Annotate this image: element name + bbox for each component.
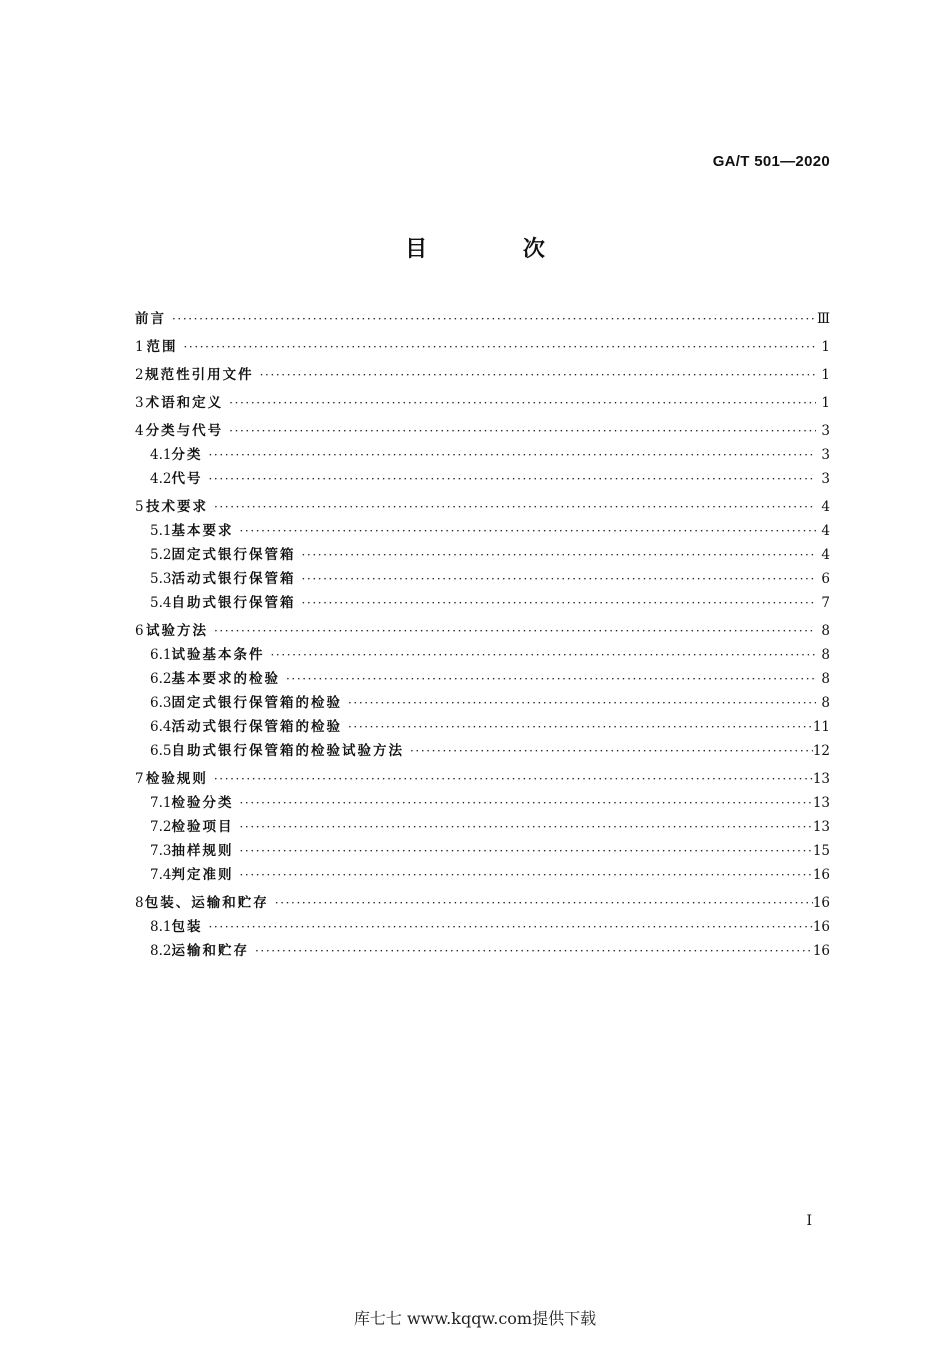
toc-entry[interactable] [135, 691, 830, 715]
toc-entry-title: 活动式银行保管箱 [171, 571, 296, 587]
toc-entry-title: 判定准则 [171, 867, 234, 883]
toc-dot-leader [239, 863, 812, 887]
toc-dot-leader [301, 567, 816, 591]
toc-entry[interactable] [135, 543, 830, 567]
toc-dot-leader [214, 495, 816, 519]
toc-entry-number: 8 [135, 895, 144, 911]
toc-entry-number: 4 [135, 423, 144, 439]
toc-entry-page: 1 [821, 395, 830, 411]
toc-dot-leader [286, 667, 816, 691]
toc-dot-leader [348, 715, 813, 739]
toc-entry-title: 规范性引用文件 [145, 367, 254, 383]
toc-entry-page: 8 [821, 695, 830, 711]
toc-entry-page: 3 [821, 471, 830, 487]
toc-entry-page: 4 [821, 523, 830, 539]
toc-entry-number: 5.4 [150, 595, 172, 611]
toc-entry-number: 6.5 [150, 743, 172, 759]
toc-entry-page: 6 [821, 571, 830, 587]
toc-entry-title: 代号 [171, 471, 203, 487]
toc-entry-title: 分类与代号 [145, 423, 224, 439]
toc-entry-title: 分类 [171, 447, 203, 463]
toc-entry-number: 5.3 [150, 571, 172, 587]
toc-entry-page: 13 [812, 819, 830, 835]
toc-entry-page: 12 [812, 743, 830, 759]
toc-entry[interactable] [135, 767, 830, 791]
toc-entry[interactable] [135, 815, 830, 839]
toc-entry-number: 7.3 [150, 843, 172, 859]
toc-dot-leader [239, 839, 812, 863]
toc-entry[interactable] [135, 619, 830, 643]
toc-entry-title: 固定式银行保管箱 [171, 547, 296, 563]
toc-entry-title: 基本要求 [171, 523, 234, 539]
toc-entry[interactable] [135, 739, 830, 763]
toc-entry-number: 6.3 [150, 695, 172, 711]
toc-entry-page: 7 [821, 595, 830, 611]
toc-entry[interactable] [135, 791, 830, 815]
toc-entry[interactable] [135, 839, 830, 863]
toc-entry-page: 1 [821, 367, 830, 383]
toc-dot-leader [301, 543, 816, 567]
toc-entry-title: 抽样规则 [171, 843, 234, 859]
toc-entry-title: 运输和贮存 [171, 943, 249, 959]
toc-entry-page: 11 [812, 719, 830, 735]
toc-title: 目 次 [405, 237, 589, 262]
toc-entry-number: 8.2 [150, 943, 172, 959]
toc-entry[interactable] [135, 915, 830, 939]
toc-entry-number: 7.1 [150, 795, 172, 811]
toc-dot-leader [208, 443, 816, 467]
toc-entry-title: 包装、运输和贮存 [144, 895, 269, 911]
toc-entry[interactable] [135, 939, 830, 963]
toc-dot-leader [260, 363, 816, 387]
toc-entry[interactable] [135, 467, 830, 491]
toc-entry-page: 8 [821, 623, 830, 639]
table-of-contents [135, 307, 830, 963]
toc-entry[interactable] [135, 335, 830, 359]
toc-entry[interactable] [135, 307, 830, 331]
toc-entry-number: 4.1 [150, 447, 172, 463]
toc-entry-title: 固定式银行保管箱的检验 [171, 695, 342, 711]
toc-dot-leader [410, 739, 813, 763]
toc-entry-number: 6.1 [150, 647, 172, 663]
toc-entry-title: 检验项目 [171, 819, 234, 835]
toc-entry[interactable] [135, 519, 830, 543]
toc-dot-leader [348, 691, 816, 715]
toc-entry[interactable] [135, 419, 830, 443]
toc-entry-title: 基本要求的检验 [171, 671, 280, 687]
toc-entry[interactable] [135, 591, 830, 615]
toc-entry-title: 试验基本条件 [171, 647, 265, 663]
toc-entry-title: 包装 [171, 919, 203, 935]
toc-entry-number: 7.2 [150, 819, 172, 835]
toc-dot-leader [229, 391, 816, 415]
footer-text: 库七七 www.kqqw.com提供下载 [353, 1309, 597, 1328]
toc-entry-number: 7 [135, 771, 144, 787]
toc-entry-page: 13 [812, 795, 830, 811]
toc-entry-title: 术语和定义 [145, 395, 224, 411]
toc-entry-title: 前言 [135, 311, 166, 327]
standard-code: GA/T 501—2020 [712, 153, 830, 170]
toc-entry-number: 8.1 [150, 919, 172, 935]
toc-entry-number: 6 [135, 623, 144, 639]
toc-entry[interactable] [135, 891, 830, 915]
toc-entry-page: 8 [821, 647, 830, 663]
toc-dot-leader [208, 915, 812, 939]
toc-entry-page: 4 [821, 499, 830, 515]
toc-entry[interactable] [135, 667, 830, 691]
toc-entry-number: 5.1 [150, 523, 172, 539]
page-number: I [806, 1213, 812, 1229]
toc-dot-leader [208, 467, 816, 491]
toc-entry-number: 6.4 [150, 719, 172, 735]
toc-entry-page: 3 [821, 447, 830, 463]
toc-dot-leader [172, 307, 816, 331]
toc-entry-page: 16 [812, 943, 830, 959]
toc-entry-page: 16 [812, 867, 830, 883]
toc-entry-page: 16 [812, 895, 830, 911]
toc-entry-number: 3 [135, 395, 144, 411]
toc-entry-title: 活动式银行保管箱的检验 [171, 719, 342, 735]
toc-entry-page: 8 [821, 671, 830, 687]
toc-entry-number: 1 [135, 339, 144, 355]
toc-dot-leader [239, 791, 812, 815]
toc-dot-leader [239, 815, 812, 839]
toc-dot-leader [301, 591, 816, 615]
toc-entry-title: 试验方法 [145, 623, 208, 639]
toc-entry-number: 2 [135, 367, 144, 383]
toc-dot-leader [275, 891, 813, 915]
toc-entry-title: 自助式银行保管箱 [171, 595, 296, 611]
toc-entry-title: 技术要求 [145, 499, 208, 515]
toc-entry-page: 1 [821, 339, 830, 355]
toc-dot-leader [184, 335, 816, 359]
toc-entry-page: 4 [821, 547, 830, 563]
toc-dot-leader [255, 939, 813, 963]
toc-dot-leader [214, 619, 816, 643]
toc-dot-leader [214, 767, 813, 791]
toc-entry-number: 4.2 [150, 471, 172, 487]
toc-entry-title: 自助式银行保管箱的检验试验方法 [171, 743, 404, 759]
toc-entry-number: 5.2 [150, 547, 172, 563]
toc-entry-title: 范围 [146, 339, 178, 355]
toc-dot-leader [239, 519, 816, 543]
toc-entry[interactable] [135, 567, 830, 591]
toc-entry-page: 15 [812, 843, 830, 859]
toc-dot-leader [229, 419, 816, 443]
toc-entry-title: 检验规则 [145, 771, 208, 787]
toc-entry-page: 3 [821, 423, 830, 439]
toc-entry[interactable] [135, 495, 830, 519]
toc-entry[interactable] [135, 715, 830, 739]
toc-entry-title: 检验分类 [171, 795, 234, 811]
toc-entry-page: 13 [812, 771, 830, 787]
toc-entry[interactable] [135, 363, 830, 387]
toc-entry[interactable] [135, 863, 830, 887]
toc-entry-number: 5 [135, 499, 144, 515]
toc-entry-page: 16 [812, 919, 830, 935]
toc-entry[interactable] [135, 443, 830, 467]
toc-entry[interactable] [135, 391, 830, 415]
toc-entry-page: Ⅲ [816, 311, 830, 327]
toc-dot-leader [270, 643, 816, 667]
toc-entry-number: 6.2 [150, 671, 172, 687]
toc-entry-number: 7.4 [150, 867, 172, 883]
toc-entry[interactable] [135, 643, 830, 667]
